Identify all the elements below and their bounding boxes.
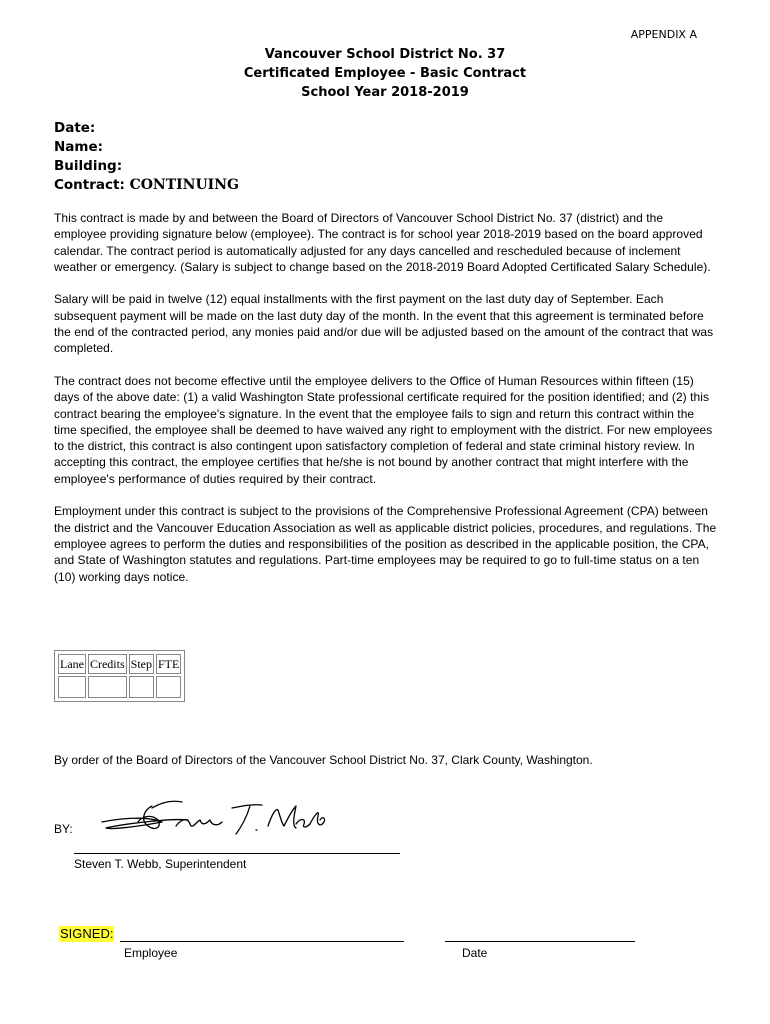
employee-caption: Employee — [124, 946, 178, 960]
contract-meta — [54, 119, 239, 195]
contract-value: CONTINUING — [129, 177, 239, 193]
contract-type — [54, 176, 239, 195]
superintendent-signature — [92, 796, 332, 851]
value-step[interactable] — [129, 676, 154, 698]
salary-placement-table — [54, 650, 185, 702]
signature-image — [92, 796, 332, 846]
employee-signature-field[interactable] — [120, 941, 404, 942]
value-fte[interactable] — [156, 676, 181, 698]
name-label: Name: — [54, 139, 104, 155]
date-caption: Date — [462, 946, 488, 960]
document-title — [0, 45, 770, 102]
paragraph-effective: The contract does not become effective until the employee delivers to the Office of Human Resources within fifteen (15) days of the above date: (1) a valid Washington State professional certificate required for the position identified; and (2) this contract bearing the employee's signature. In the event that the employee fails to sign and return this contract within the time specified, the employee shall be deemed to have waived any right to employment with the district. For new employees to the district, this contract is also contingent upon satisfactory completion of federal and state criminal history review. In accepting this contract, the employee certifies that he/she is not bound by another contract that might interfere with the employee's performance of duties required by their contract. — [54, 373, 713, 486]
signed-label: SIGNED: — [60, 926, 114, 941]
header-step: Step — [129, 654, 154, 674]
date-label: Date: — [54, 120, 96, 136]
value-credits[interactable] — [88, 676, 127, 698]
header-lane: Lane — [58, 654, 86, 674]
contract-body — [54, 210, 718, 601]
appendix-label: APPENDIX A — [630, 28, 697, 41]
header-credits: Credits — [88, 654, 127, 674]
superintendent-name: Steven T. Webb, Superintendent — [74, 857, 247, 871]
superintendent-signature-line — [74, 853, 400, 854]
board-order-statement: By order of the Board of Directors of the Vancouver School District No. 37, Clark County, Washington. — [54, 753, 593, 767]
paragraph-salary: Salary will be paid in twelve (12) equal installments with the first payment on the last duty day of September. Each subsequent payment will be made on the last duty day of the month. In the event that this agreement is terminated before the end of the contracted period, any monies paid and/or due will be adjusted based on the amount of the contract that was completed. — [54, 292, 714, 356]
contract-label: Contract: — [54, 177, 125, 193]
table-value-row — [58, 676, 181, 698]
building-label: Building: — [54, 158, 123, 174]
paragraph-terms: This contract is made by and between the Board of Directors of Vancouver School District No. 37 (district) and the employee providing signature below (employee). The contract is for school year 2018-2019 based on the board approved calendar. The contract period is automatically adjusted for any days cancelled and rescheduled because of inclement weather or emergency. (Salary is subject to change based on the 2018-2019 Board Adopted Certificated Salary Schedule). — [54, 211, 711, 274]
title-line-year: School Year 2018-2019 — [301, 85, 469, 100]
table-header-row — [58, 654, 181, 674]
paragraph-employment: Employment under this contract is subject to the provisions of the Comprehensive Professional Agreement (CPA) between the district and the Vancouver Education Association as well as applicable district policies, procedures, and regulations. The employee agrees to perform the duties and responsibilities of the position as described in the applicable position, the CPA, and State of Washington statutes and regulations. Part-time employees may be required to go to full-time status on a ten (10) working days notice. — [54, 504, 717, 584]
title-line-contract: Certificated Employee - Basic Contract — [243, 66, 527, 81]
header-fte: FTE — [156, 654, 181, 674]
by-label: BY: — [54, 822, 73, 836]
title-line-district: Vancouver School District No. 37 — [264, 47, 506, 62]
value-lane[interactable] — [58, 676, 86, 698]
date-signature-field[interactable] — [445, 941, 635, 942]
